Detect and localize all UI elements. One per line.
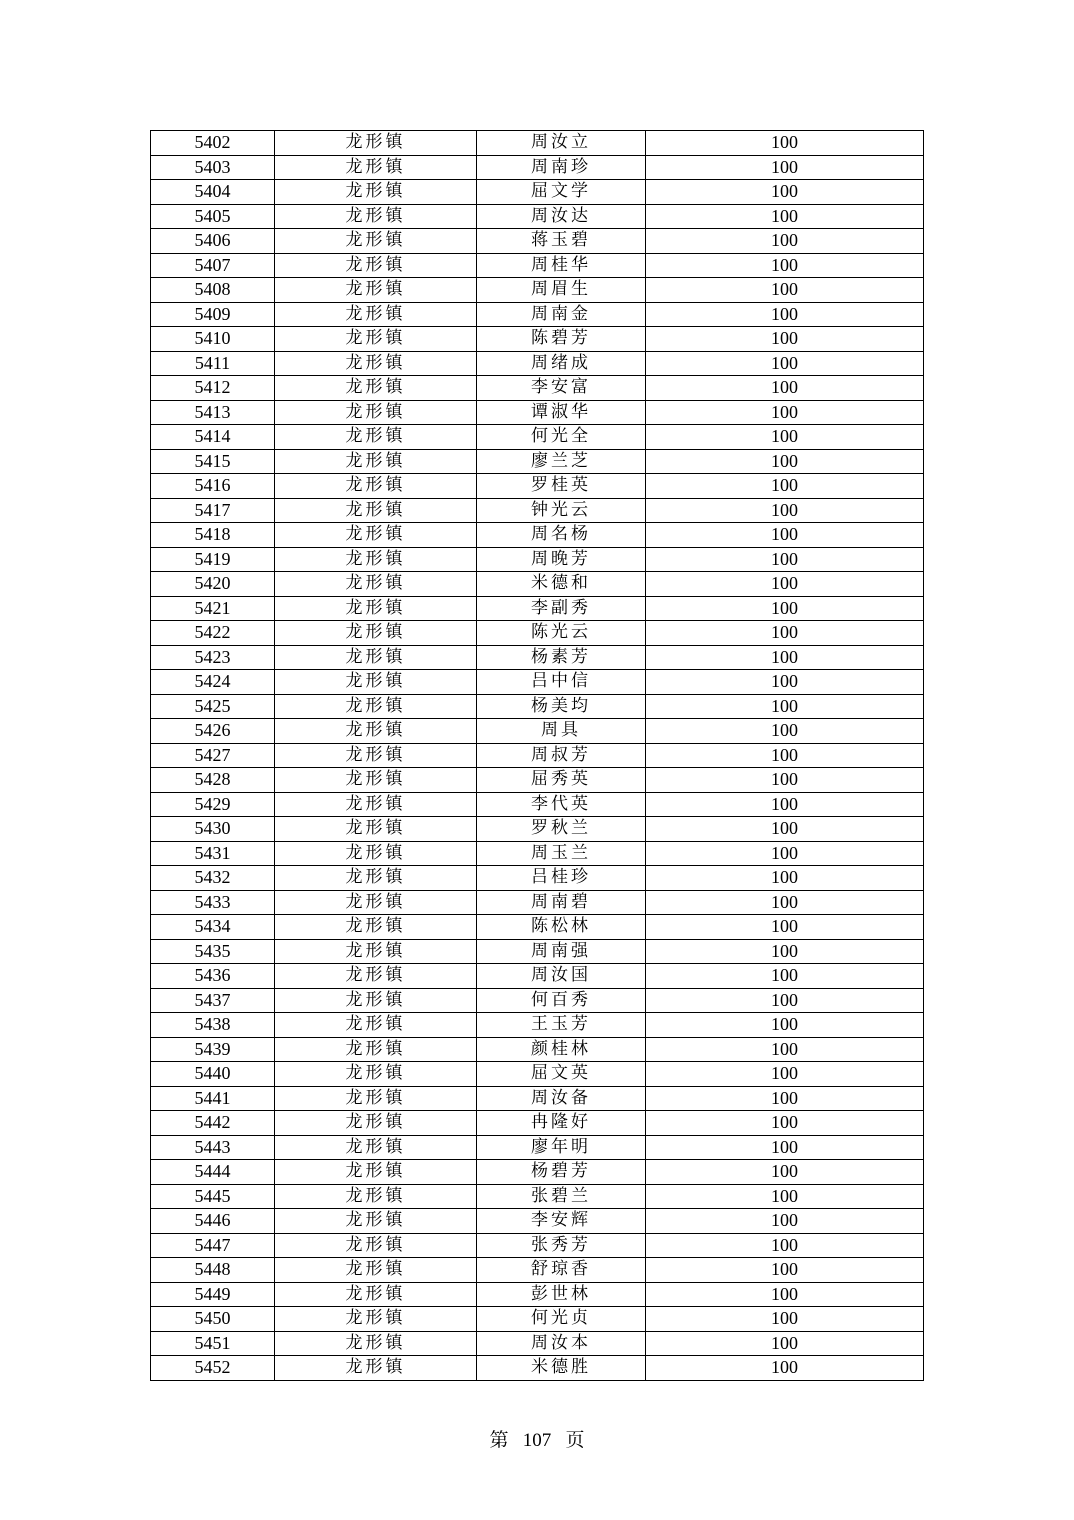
row-number-cell: 5444 [151, 1160, 275, 1185]
amount-cell: 100 [646, 1258, 924, 1283]
person-name-cell: 米德和 [477, 572, 646, 597]
row-number-cell: 5426 [151, 719, 275, 744]
amount-cell: 100 [646, 841, 924, 866]
amount-cell: 100 [646, 1356, 924, 1381]
person-name-cell: 陈松林 [477, 915, 646, 940]
amount-cell: 100 [646, 792, 924, 817]
amount-cell: 100 [646, 547, 924, 572]
row-number-cell: 5412 [151, 376, 275, 401]
row-number-cell: 5438 [151, 1013, 275, 1038]
table-row [151, 180, 924, 205]
person-name-cell: 周汝备 [477, 1086, 646, 1111]
person-name-cell: 张秀芳 [477, 1233, 646, 1258]
person-name-cell: 罗秋兰 [477, 817, 646, 842]
town-cell: 龙形镇 [275, 1356, 477, 1381]
table-row [151, 1184, 924, 1209]
row-number-cell: 5406 [151, 229, 275, 254]
row-number-cell: 5415 [151, 449, 275, 474]
row-number-cell: 5424 [151, 670, 275, 695]
amount-cell: 100 [646, 719, 924, 744]
amount-cell: 100 [646, 474, 924, 499]
row-number-cell: 5429 [151, 792, 275, 817]
town-cell: 龙形镇 [275, 498, 477, 523]
town-cell: 龙形镇 [275, 596, 477, 621]
amount-cell: 100 [646, 1160, 924, 1185]
table-row [151, 1135, 924, 1160]
row-number-cell: 5452 [151, 1356, 275, 1381]
amount-cell: 100 [646, 1307, 924, 1332]
person-name-cell: 何光全 [477, 425, 646, 450]
table-row [151, 1062, 924, 1087]
amount-cell: 100 [646, 1233, 924, 1258]
row-number-cell: 5450 [151, 1307, 275, 1332]
amount-cell: 100 [646, 645, 924, 670]
table-row [151, 1233, 924, 1258]
row-number-cell: 5408 [151, 278, 275, 303]
town-cell: 龙形镇 [275, 253, 477, 278]
page-footer-prefix: 第 [489, 1430, 509, 1451]
table-row [151, 1037, 924, 1062]
table-row [151, 327, 924, 352]
table-row [151, 1013, 924, 1038]
town-cell: 龙形镇 [275, 229, 477, 254]
person-name-cell: 罗桂英 [477, 474, 646, 499]
town-cell: 龙形镇 [275, 890, 477, 915]
town-cell: 龙形镇 [275, 278, 477, 303]
table-row [151, 645, 924, 670]
table-row [151, 719, 924, 744]
table-row [151, 1331, 924, 1356]
table-row [151, 866, 924, 891]
amount-cell: 100 [646, 1135, 924, 1160]
person-name-cell: 米德胜 [477, 1356, 646, 1381]
table-row [151, 890, 924, 915]
amount-cell: 100 [646, 131, 924, 156]
table-row [151, 547, 924, 572]
table-row [151, 1160, 924, 1185]
amount-cell: 100 [646, 1184, 924, 1209]
table-row [151, 939, 924, 964]
table-row [151, 229, 924, 254]
table-row [151, 1086, 924, 1111]
amount-cell: 100 [646, 327, 924, 352]
table-row [151, 621, 924, 646]
town-cell: 龙形镇 [275, 768, 477, 793]
table-row [151, 841, 924, 866]
table-row [151, 792, 924, 817]
town-cell: 龙形镇 [275, 523, 477, 548]
row-number-cell: 5434 [151, 915, 275, 940]
table-row [151, 743, 924, 768]
table-row [151, 1307, 924, 1332]
row-number-cell: 5418 [151, 523, 275, 548]
person-name-cell: 周南金 [477, 302, 646, 327]
row-number-cell: 5422 [151, 621, 275, 646]
person-name-cell: 谭淑华 [477, 400, 646, 425]
town-cell: 龙形镇 [275, 964, 477, 989]
amount-cell: 100 [646, 939, 924, 964]
row-number-cell: 5448 [151, 1258, 275, 1283]
amount-cell: 100 [646, 572, 924, 597]
person-name-cell: 周绪成 [477, 351, 646, 376]
person-name-cell: 杨素芳 [477, 645, 646, 670]
row-number-cell: 5439 [151, 1037, 275, 1062]
row-number-cell: 5425 [151, 694, 275, 719]
row-number-cell: 5436 [151, 964, 275, 989]
amount-cell: 100 [646, 180, 924, 205]
table-row [151, 449, 924, 474]
amount-cell: 100 [646, 1282, 924, 1307]
amount-cell: 100 [646, 204, 924, 229]
amount-cell: 100 [646, 694, 924, 719]
person-name-cell: 屈文学 [477, 180, 646, 205]
row-number-cell: 5432 [151, 866, 275, 891]
person-name-cell: 何光贞 [477, 1307, 646, 1332]
row-number-cell: 5443 [151, 1135, 275, 1160]
row-number-cell: 5427 [151, 743, 275, 768]
person-name-cell: 周晚芳 [477, 547, 646, 572]
amount-cell: 100 [646, 866, 924, 891]
town-cell: 龙形镇 [275, 180, 477, 205]
person-name-cell: 陈光云 [477, 621, 646, 646]
row-number-cell: 5402 [151, 131, 275, 156]
town-cell: 龙形镇 [275, 1331, 477, 1356]
person-name-cell: 周桂华 [477, 253, 646, 278]
person-name-cell: 周具 [477, 719, 646, 744]
table-row [151, 131, 924, 156]
town-cell: 龙形镇 [275, 915, 477, 940]
row-number-cell: 5437 [151, 988, 275, 1013]
table-row [151, 572, 924, 597]
town-cell: 龙形镇 [275, 1209, 477, 1234]
person-name-cell: 李副秀 [477, 596, 646, 621]
amount-cell: 100 [646, 302, 924, 327]
town-cell: 龙形镇 [275, 547, 477, 572]
town-cell: 龙形镇 [275, 694, 477, 719]
town-cell: 龙形镇 [275, 425, 477, 450]
person-name-cell: 杨美均 [477, 694, 646, 719]
amount-cell: 100 [646, 1037, 924, 1062]
row-number-cell: 5414 [151, 425, 275, 450]
amount-cell: 100 [646, 278, 924, 303]
table-row [151, 964, 924, 989]
town-cell: 龙形镇 [275, 351, 477, 376]
row-number-cell: 5442 [151, 1111, 275, 1136]
table-row [151, 523, 924, 548]
row-number-cell: 5404 [151, 180, 275, 205]
amount-cell: 100 [646, 1331, 924, 1356]
town-cell: 龙形镇 [275, 1013, 477, 1038]
amount-cell: 100 [646, 155, 924, 180]
town-cell: 龙形镇 [275, 204, 477, 229]
row-number-cell: 5409 [151, 302, 275, 327]
amount-cell: 100 [646, 376, 924, 401]
town-cell: 龙形镇 [275, 1160, 477, 1185]
town-cell: 龙形镇 [275, 327, 477, 352]
person-name-cell: 周南珍 [477, 155, 646, 180]
table-row [151, 988, 924, 1013]
table-row [151, 474, 924, 499]
person-name-cell: 周玉兰 [477, 841, 646, 866]
amount-cell: 100 [646, 988, 924, 1013]
row-number-cell: 5451 [151, 1331, 275, 1356]
person-name-cell: 周南碧 [477, 890, 646, 915]
town-cell: 龙形镇 [275, 792, 477, 817]
row-number-cell: 5416 [151, 474, 275, 499]
person-name-cell: 李安辉 [477, 1209, 646, 1234]
person-name-cell: 屈文英 [477, 1062, 646, 1087]
row-number-cell: 5449 [151, 1282, 275, 1307]
town-cell: 龙形镇 [275, 621, 477, 646]
town-cell: 龙形镇 [275, 1037, 477, 1062]
row-number-cell: 5413 [151, 400, 275, 425]
person-name-cell: 廖兰芝 [477, 449, 646, 474]
table-row [151, 400, 924, 425]
row-number-cell: 5446 [151, 1209, 275, 1234]
row-number-cell: 5431 [151, 841, 275, 866]
roster-table-body [151, 131, 924, 1381]
amount-cell: 100 [646, 621, 924, 646]
amount-cell: 100 [646, 1013, 924, 1038]
row-number-cell: 5441 [151, 1086, 275, 1111]
person-name-cell: 钟光云 [477, 498, 646, 523]
town-cell: 龙形镇 [275, 645, 477, 670]
amount-cell: 100 [646, 670, 924, 695]
row-number-cell: 5430 [151, 817, 275, 842]
amount-cell: 100 [646, 1062, 924, 1087]
table-row [151, 376, 924, 401]
table-row [151, 670, 924, 695]
town-cell: 龙形镇 [275, 1135, 477, 1160]
town-cell: 龙形镇 [275, 572, 477, 597]
town-cell: 龙形镇 [275, 376, 477, 401]
town-cell: 龙形镇 [275, 1111, 477, 1136]
amount-cell: 100 [646, 915, 924, 940]
person-name-cell: 李安富 [477, 376, 646, 401]
roster-table [150, 130, 924, 1381]
table-row [151, 817, 924, 842]
amount-cell: 100 [646, 596, 924, 621]
town-cell: 龙形镇 [275, 866, 477, 891]
row-number-cell: 5433 [151, 890, 275, 915]
town-cell: 龙形镇 [275, 1307, 477, 1332]
person-name-cell: 周名杨 [477, 523, 646, 548]
amount-cell: 100 [646, 523, 924, 548]
row-number-cell: 5445 [151, 1184, 275, 1209]
table-row [151, 768, 924, 793]
table-row [151, 253, 924, 278]
town-cell: 龙形镇 [275, 1258, 477, 1283]
person-name-cell: 舒琼香 [477, 1258, 646, 1283]
person-name-cell: 周南强 [477, 939, 646, 964]
table-row [151, 204, 924, 229]
amount-cell: 100 [646, 743, 924, 768]
table-row [151, 694, 924, 719]
person-name-cell: 周汝国 [477, 964, 646, 989]
table-row [151, 1282, 924, 1307]
person-name-cell: 杨碧芳 [477, 1160, 646, 1185]
table-row [151, 425, 924, 450]
person-name-cell: 王玉芳 [477, 1013, 646, 1038]
table-row [151, 1258, 924, 1283]
person-name-cell: 周叔芳 [477, 743, 646, 768]
person-name-cell: 彭世林 [477, 1282, 646, 1307]
amount-cell: 100 [646, 425, 924, 450]
town-cell: 龙形镇 [275, 939, 477, 964]
table-row [151, 1111, 924, 1136]
person-name-cell: 周汝立 [477, 131, 646, 156]
person-name-cell: 屈秀英 [477, 768, 646, 793]
row-number-cell: 5403 [151, 155, 275, 180]
row-number-cell: 5405 [151, 204, 275, 229]
table-row [151, 351, 924, 376]
town-cell: 龙形镇 [275, 1282, 477, 1307]
town-cell: 龙形镇 [275, 302, 477, 327]
amount-cell: 100 [646, 890, 924, 915]
row-number-cell: 5411 [151, 351, 275, 376]
town-cell: 龙形镇 [275, 131, 477, 156]
page-footer-suffix: 页 [565, 1430, 585, 1451]
amount-cell: 100 [646, 229, 924, 254]
row-number-cell: 5410 [151, 327, 275, 352]
table-row [151, 1209, 924, 1234]
town-cell: 龙形镇 [275, 155, 477, 180]
row-number-cell: 5417 [151, 498, 275, 523]
table-row [151, 155, 924, 180]
person-name-cell: 吕桂珍 [477, 866, 646, 891]
person-name-cell: 陈碧芳 [477, 327, 646, 352]
town-cell: 龙形镇 [275, 1086, 477, 1111]
amount-cell: 100 [646, 1086, 924, 1111]
town-cell: 龙形镇 [275, 1184, 477, 1209]
town-cell: 龙形镇 [275, 719, 477, 744]
amount-cell: 100 [646, 1111, 924, 1136]
row-number-cell: 5447 [151, 1233, 275, 1258]
amount-cell: 100 [646, 449, 924, 474]
table-row [151, 498, 924, 523]
town-cell: 龙形镇 [275, 743, 477, 768]
row-number-cell: 5419 [151, 547, 275, 572]
page-footer [0, 1429, 1074, 1453]
person-name-cell: 周汝本 [477, 1331, 646, 1356]
person-name-cell: 周汝达 [477, 204, 646, 229]
person-name-cell: 廖年明 [477, 1135, 646, 1160]
person-name-cell: 吕中信 [477, 670, 646, 695]
town-cell: 龙形镇 [275, 670, 477, 695]
amount-cell: 100 [646, 817, 924, 842]
town-cell: 龙形镇 [275, 841, 477, 866]
table-row [151, 302, 924, 327]
amount-cell: 100 [646, 498, 924, 523]
town-cell: 龙形镇 [275, 817, 477, 842]
row-number-cell: 5421 [151, 596, 275, 621]
table-row [151, 596, 924, 621]
row-number-cell: 5440 [151, 1062, 275, 1087]
table-row [151, 1356, 924, 1381]
person-name-cell: 周眉生 [477, 278, 646, 303]
amount-cell: 100 [646, 253, 924, 278]
amount-cell: 100 [646, 351, 924, 376]
row-number-cell: 5407 [151, 253, 275, 278]
person-name-cell: 李代英 [477, 792, 646, 817]
amount-cell: 100 [646, 400, 924, 425]
table-row [151, 278, 924, 303]
amount-cell: 100 [646, 1209, 924, 1234]
person-name-cell: 蒋玉碧 [477, 229, 646, 254]
town-cell: 龙形镇 [275, 1233, 477, 1258]
person-name-cell: 何百秀 [477, 988, 646, 1013]
town-cell: 龙形镇 [275, 449, 477, 474]
person-name-cell: 张碧兰 [477, 1184, 646, 1209]
amount-cell: 100 [646, 964, 924, 989]
town-cell: 龙形镇 [275, 474, 477, 499]
person-name-cell: 冉隆好 [477, 1111, 646, 1136]
town-cell: 龙形镇 [275, 1062, 477, 1087]
row-number-cell: 5435 [151, 939, 275, 964]
town-cell: 龙形镇 [275, 988, 477, 1013]
amount-cell: 100 [646, 768, 924, 793]
row-number-cell: 5428 [151, 768, 275, 793]
person-name-cell: 颜桂林 [477, 1037, 646, 1062]
row-number-cell: 5420 [151, 572, 275, 597]
page-number: 107 [522, 1430, 552, 1451]
table-row [151, 915, 924, 940]
row-number-cell: 5423 [151, 645, 275, 670]
town-cell: 龙形镇 [275, 400, 477, 425]
